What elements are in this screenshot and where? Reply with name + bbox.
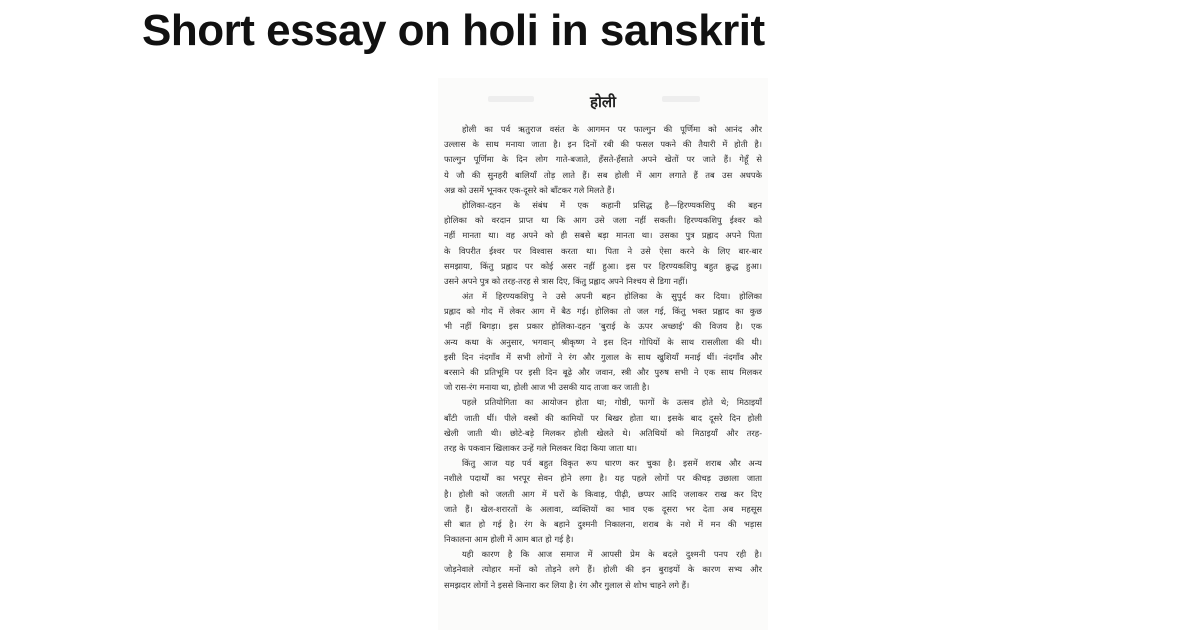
document-line: पहले प्रतियोगिता का आयोजन होता था; गोष्ठी, फागों के उत्सव होते थे; मिठाइयाँ bbox=[462, 397, 762, 408]
scanned-document-image bbox=[438, 78, 768, 630]
document-line: उल्लास के साथ मनाया जाता है। इन दिनों रबी की फसल पकने की तैयारी में होती है। bbox=[444, 139, 762, 150]
document-line: यही कारण है कि आज समाज में आपसी प्रेम के बदले दुश्मनी पनप रही है। bbox=[462, 549, 762, 560]
document-line: सी बात हो गई है। रंग के बहाने दुश्मनी निकालना, शराब के नशे में मन की भड़ास bbox=[444, 518, 762, 529]
document-line: किंतु आज यह पर्व बहुत विकृत रूप धारण कर चुका है। इसमें शराब और अन्य bbox=[462, 458, 762, 469]
document-line: जाते हैं। खेल-शरारतों के अलावा, व्यक्तियों का भाव एक दूसरा भर देता अब महसूस bbox=[444, 503, 762, 514]
document-line: होलिका-दहन के संबंध में एक कहानी प्रसिद्ध है—हिरण्यकशिपु की बहन bbox=[462, 199, 762, 210]
document-line: अन्न को उसमें भूनकर एक-दूसरे को बाँटकर गले मिलते हैं। bbox=[444, 184, 615, 195]
document-line: उसने अपने पुत्र को तरह-तरह से त्रास दिए, किंतु प्रह्लाद अपने निश्चय से डिगा नहीं। bbox=[444, 275, 688, 286]
document-line: फाल्गुन पूर्णिमा के दिन लोग गाते-बजाते, हँसते-हँसाते अपने खेतों पर जाते हैं। गेहूँ से bbox=[444, 154, 762, 165]
document-line: के विपरीत ईश्वर पर विश्वास करता था। पिता ने उसे ऐसा करने के लिए बार-बार bbox=[444, 245, 762, 256]
document-line: होलिका को वरदान प्राप्त था कि आग उसे जला नहीं सकती। हिरण्यकशिपु ईश्वर को bbox=[444, 215, 762, 226]
document-line: नहीं मानता था। वह अपने को ही सबसे बड़ा मानता था। उसका पुत्र प्रह्लाद अपने पिता bbox=[444, 230, 762, 241]
document-line: बरसाने की प्रतिभूमि पर इसी दिन बूढ़े और जवान, स्त्री और पुरुष सभी ने एक साथ मिलकर bbox=[444, 367, 762, 377]
document-line: समझाया, किंतु प्रह्लाद पर कोई असर नहीं हुआ। इस पर हिरण्यकशिपु बहुत क्रुद्ध हुआ। bbox=[444, 260, 762, 271]
document-line: समझदार लोगों ने इससे किनारा कर लिया है। रंग और गुलाल से शोभ चाहने लगे हैं। bbox=[444, 579, 690, 590]
document-line: प्रह्लाद को गोद में लेकर आग में बैठ गई। होलिका तो जल गई, किंतु भक्त प्रह्लाद का कुछ bbox=[444, 306, 762, 317]
document-line: अंत में हिरण्यकशिपु ने उसे अपनी बहन होलिका के सुपुर्द कर दिया। होलिका bbox=[462, 291, 762, 302]
document-body bbox=[444, 122, 762, 593]
document-line: जो रास-रंग मनाया था, होली आज भी उसकी याद ताजा कर जाती है। bbox=[444, 382, 650, 393]
document-line: ये जौ की सुनहरी बालियाँ तोड़ लाते हैं। सब होली में आग लगाते हैं तब उस अधपके bbox=[444, 169, 762, 180]
document-line: निकालना आम होली में आम बात हो गई है। bbox=[444, 534, 574, 545]
document-line: अन्य कथा के अनुसार, भगवान् श्रीकृष्ण ने इस दिन गोपियों के साथ रासलीला की थी। bbox=[444, 336, 762, 347]
document-line: भी नहीं बिगड़ा। इस प्रकार होलिका-दहन 'बुराई के ऊपर अच्छाई' की विजय है। एक bbox=[444, 321, 762, 332]
document-line: नशीले पदार्थों का भरपूर सेवन होने लगा है। यह पहले लोगों पर कीचड़ उछाला जाता bbox=[444, 473, 762, 484]
document-line: होली का पर्व ऋतुराज वसंत के आगमन पर फाल्गुन की पूर्णिमा को आनंद और bbox=[462, 124, 762, 134]
document-line: है। होली को जलती आग में घरों के किवाड़, पीढ़ी, छप्पर आदि जलाकर राख कर दिए bbox=[444, 488, 762, 499]
document-line: जोड़नेवाले त्योहार मनों को तोड़ने लगे हैं। होली की इन बुराइयों के कारण सभ्य और bbox=[444, 564, 762, 575]
document-line: इसी दिन नंदगाँव में सभी लोगों ने रंग और गुलाल के साथ खुशियाँ मनाई थीं। नंदगाँव और bbox=[444, 351, 762, 362]
document-heading: होली bbox=[590, 93, 616, 111]
document-line: बाँटी जाती थीं। पीले वस्त्रों की कामियों पर बिखर होता था। इसके बाद दूसरे दिन होली bbox=[444, 412, 762, 423]
page-title: Short essay on holi in sanskrit bbox=[142, 6, 765, 55]
document-line: खेली जाती थी। छोटे-बड़े मिलकर होली खेलते थे। अतिथियों को मिठाइयाँ और तरह- bbox=[444, 427, 762, 438]
document-line: तरह के पकवान खिलाकर उन्हें गले मिलकर विदा किया जाता था। bbox=[444, 442, 638, 453]
